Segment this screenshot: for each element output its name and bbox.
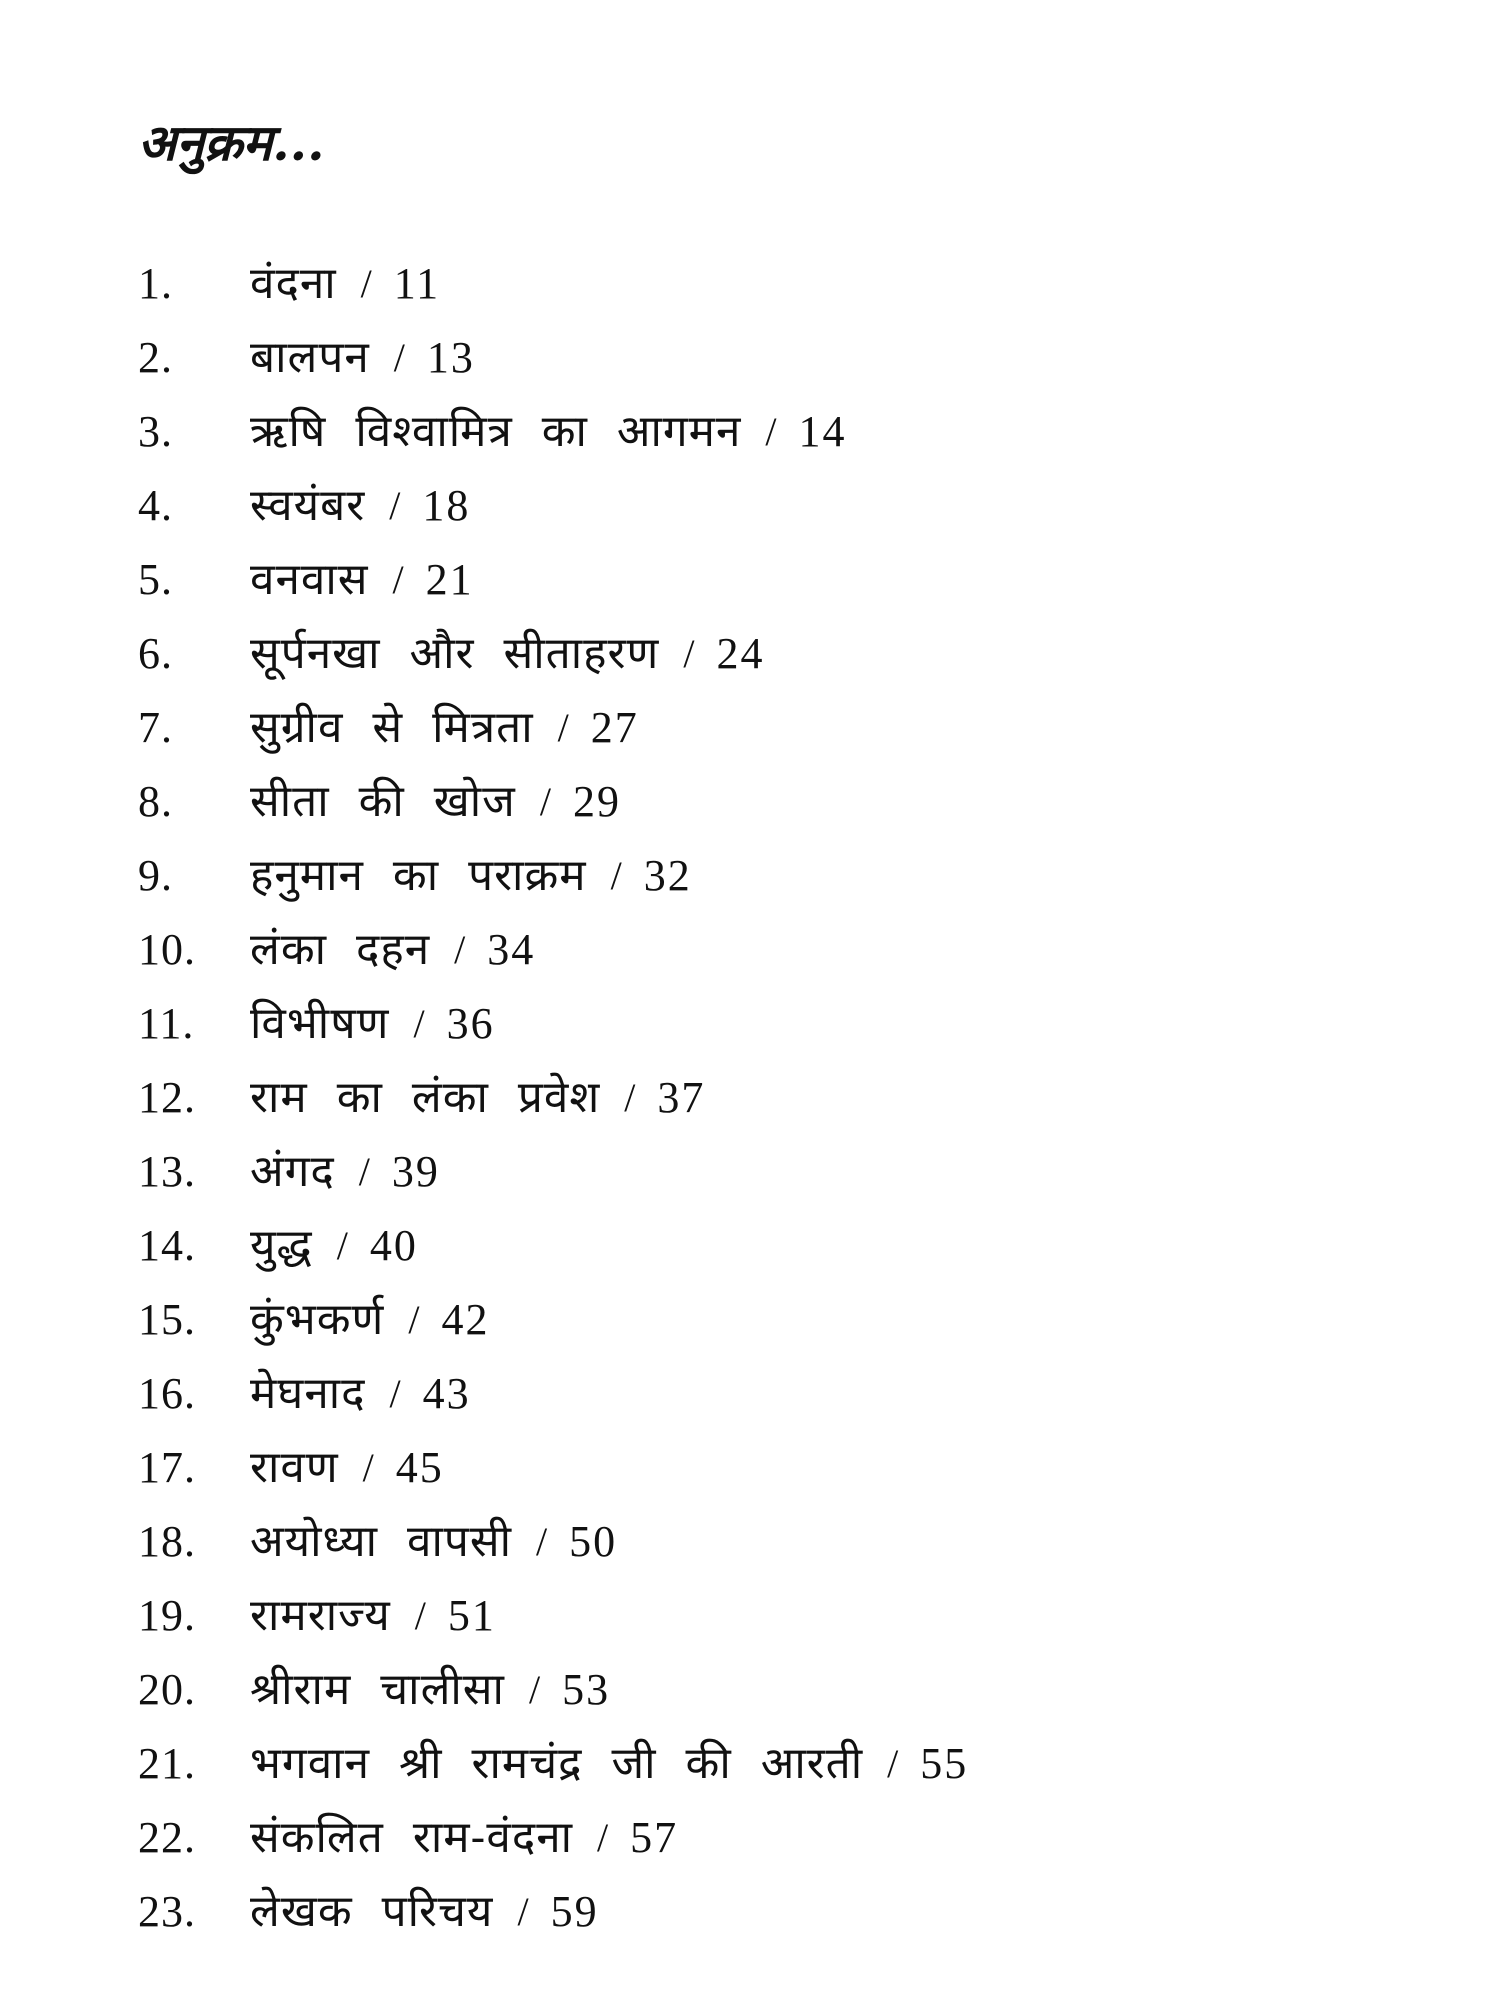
entry-title: हनुमान का पराक्रम [250,850,587,901]
entry-page-number: 57 [630,1813,679,1862]
entry-number: 14. [138,1221,196,1270]
entry-title: वनवास [250,554,369,605]
entry-page-number: 32 [643,851,692,900]
toc-entry [138,1875,968,1949]
entry-title: कुंभकर्ण [250,1294,385,1345]
entry-separator: / [539,779,551,824]
entry-page-number: 27 [590,703,639,752]
entry-separator: / [336,1223,348,1268]
entry-page-number: 43 [422,1369,471,1418]
entry-page-number: 51 [447,1591,496,1640]
toc-entry [138,1579,968,1653]
entry-page-number: 55 [920,1739,969,1788]
toc-entry [138,1061,968,1135]
toc-entry [138,1283,968,1357]
toc-entry [138,543,968,617]
entry-number: 21. [138,1739,196,1788]
entry-separator: / [535,1519,548,1564]
toc-entry [138,987,968,1061]
entry-separator: / [358,1149,370,1194]
entry-separator: / [610,853,622,898]
toc-entry [138,469,968,543]
entry-page-number: 14 [798,407,847,456]
toc-entry [138,913,968,987]
entry-number: 17. [138,1443,196,1492]
entry-page-number: 13 [426,333,475,382]
entry-number: 22. [138,1813,196,1862]
entry-page-number: 59 [550,1887,599,1936]
entry-separator: / [414,1593,426,1638]
entry-number: 4. [138,481,173,530]
entry-page-number: 45 [395,1443,444,1492]
toc-entry [138,617,968,691]
entry-title: रावण [250,1442,339,1493]
entry-separator: / [887,1741,899,1786]
entry-title: रामराज्य [250,1590,391,1641]
entry-separator: / [765,409,777,454]
entry-number: 19. [138,1591,196,1640]
entry-number: 8. [138,777,173,826]
entry-separator: / [528,1667,541,1712]
entry-title: युद्ध [250,1220,313,1271]
entry-separator: / [389,1371,401,1416]
toc-entry [138,1727,968,1801]
entry-separator: / [597,1815,609,1860]
entry-separator: / [454,927,466,972]
entry-title: मेघनाद [250,1368,366,1419]
entry-number: 2. [138,333,173,382]
entry-title: सूर्पनखा और सीताहरण [250,628,660,679]
toc-entry [138,395,968,469]
entry-number: 10. [138,925,196,974]
entry-separator: / [362,1445,374,1490]
entry-number: 20. [138,1665,196,1714]
toc-entry [138,1357,968,1431]
toc-entry [138,1135,968,1209]
entry-title: लंका दहन [250,924,431,975]
entry-page-number: 50 [569,1517,618,1566]
entry-title: लेखक परिचय [250,1886,494,1937]
entry-title: ऋषि विश्वामित्र का आगमन [250,406,742,457]
toc-entry [138,839,968,913]
entry-title: स्वयंबर [250,480,366,531]
entry-number: 16. [138,1369,196,1418]
table-of-contents [138,247,968,1949]
entry-title: भगवान श्री रामचंद्र जी की आरती [250,1738,864,1789]
entry-number: 13. [138,1147,196,1196]
entry-number: 23. [138,1887,196,1936]
entry-title: राम का लंका प्रवेश [250,1072,601,1123]
entry-page-number: 29 [572,777,621,826]
entry-separator: / [683,631,695,676]
entry-number: 12. [138,1073,196,1122]
entry-title: श्रीराम चालीसा [250,1664,505,1715]
entry-page-number: 11 [393,259,441,308]
toc-entry [138,321,968,395]
entry-title: अयोध्या वापसी [250,1516,512,1567]
entry-separator: / [393,335,405,380]
entry-page-number: 24 [716,629,765,678]
toc-entry [138,765,968,839]
entry-title: अंगद [250,1146,335,1197]
entry-title: विभीषण [250,998,390,1049]
entry-page-number: 18 [422,481,471,530]
entry-number: 18. [138,1517,196,1566]
toc-entry [138,1801,968,1875]
entry-number: 1. [138,259,173,308]
entry-number: 5. [138,555,173,604]
entry-number: 9. [138,851,173,900]
entry-separator: / [389,483,401,528]
entry-title: वंदना [250,258,337,309]
toc-entry [138,1209,968,1283]
entry-page-number: 42 [441,1295,490,1344]
entry-title: सीता की खोज [250,776,516,827]
toc-entry [138,1505,968,1579]
entry-separator: / [413,1001,425,1046]
entry-page-number: 37 [657,1073,706,1122]
entry-title: संकलित राम-वंदना [250,1812,574,1863]
entry-page-number: 21 [425,555,474,604]
entry-page-number: 39 [391,1147,440,1196]
entry-page-number: 36 [446,999,495,1048]
entry-number: 11. [138,999,195,1048]
toc-entry [138,1431,968,1505]
entry-separator: / [624,1075,636,1120]
entry-number: 15. [138,1295,196,1344]
entry-number: 6. [138,629,173,678]
entry-separator: / [517,1889,529,1934]
entry-separator: / [408,1297,420,1342]
entry-page-number: 40 [369,1221,418,1270]
entry-separator: / [557,705,569,750]
entry-separator: / [360,261,372,306]
entry-page-number: 34 [487,925,536,974]
entry-page-number: 53 [562,1665,611,1714]
entry-number: 7. [138,703,173,752]
toc-entry [138,691,968,765]
entry-title: बालपन [250,332,370,383]
toc-entry [138,1653,968,1727]
entry-number: 3. [138,407,173,456]
entry-separator: / [392,557,404,602]
toc-entry [138,247,968,321]
entry-title: सुग्रीव से मित्रता [250,702,534,753]
contents-heading: अनुक्रम... [138,113,325,172]
